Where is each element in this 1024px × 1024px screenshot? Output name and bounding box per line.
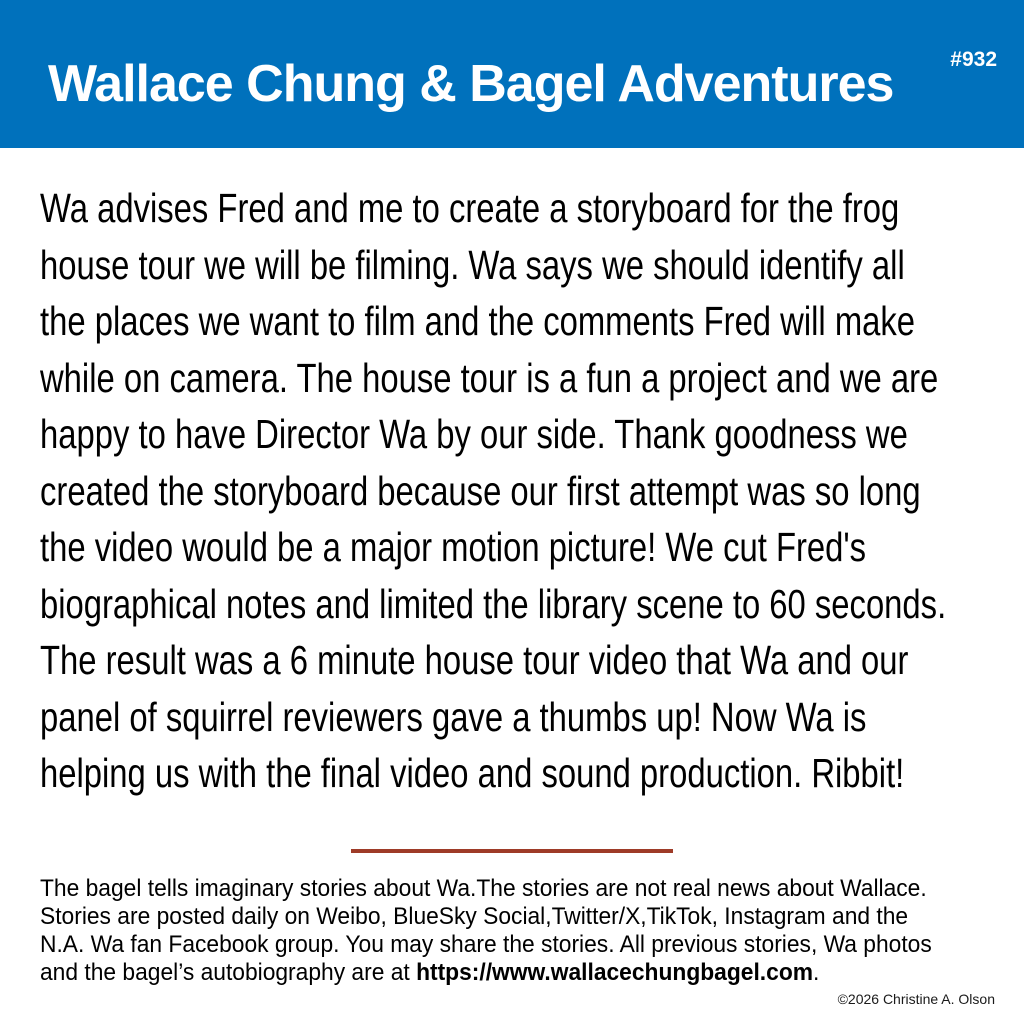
story-line: while on camera. The house tour is a fun a project and we are <box>40 354 939 401</box>
issue-number: #932 <box>950 48 997 71</box>
footer-line: Stories are posted daily on Weibo, BlueSky Social,Twitter/X,TikTok, Instagram and the <box>40 902 909 930</box>
story-line: the video would be a major motion picture! We cut Fred's <box>40 524 867 570</box>
footer-line: The bagel tells imaginary stories about Wa.The stories are not real news about Wallace. <box>40 874 927 902</box>
footer-line4-prefix: and the bagel’s autobiography are at <box>40 958 417 986</box>
footer-disclaimer <box>40 875 1024 1007</box>
story-line: biographical notes and limited the library scene to 60 seconds. <box>40 580 947 627</box>
story-text <box>40 180 1024 802</box>
story-line: the places we want to film and the comments Fred will make <box>40 298 916 344</box>
story-line: panel of squirrel reviewers gave a thumbs up! Now Wa is <box>40 693 867 740</box>
story-line: created the storyboard because our first attempt was so long <box>40 467 921 514</box>
website-url: https://www.wallacechungbagel.com <box>416 958 814 986</box>
page-title: Wallace Chung & Bagel Adventures <box>48 55 894 113</box>
story-line: helping us with the final video and sound production. Ribbit! <box>40 750 905 796</box>
footer-line: N.A. Wa fan Facebook group. You may share the stories. All previous stories, Wa photos <box>40 930 932 958</box>
copyright: ©2026 Christine A. Olson <box>837 990 995 1007</box>
story-line: The result was a 6 minute house tour video that Wa and our <box>40 637 909 683</box>
header-banner <box>0 0 1024 148</box>
footer-line <box>40 959 975 987</box>
story-line: Wa advises Fred and me to create a storyboard for the frog <box>40 185 900 231</box>
divider-line <box>351 849 673 853</box>
story-line: house tour we will be filming. Wa says we should identify all <box>40 241 905 288</box>
footer-line4-suffix: . <box>813 958 820 986</box>
story-line: happy to have Director Wa by our side. Thank goodness we <box>40 411 908 457</box>
